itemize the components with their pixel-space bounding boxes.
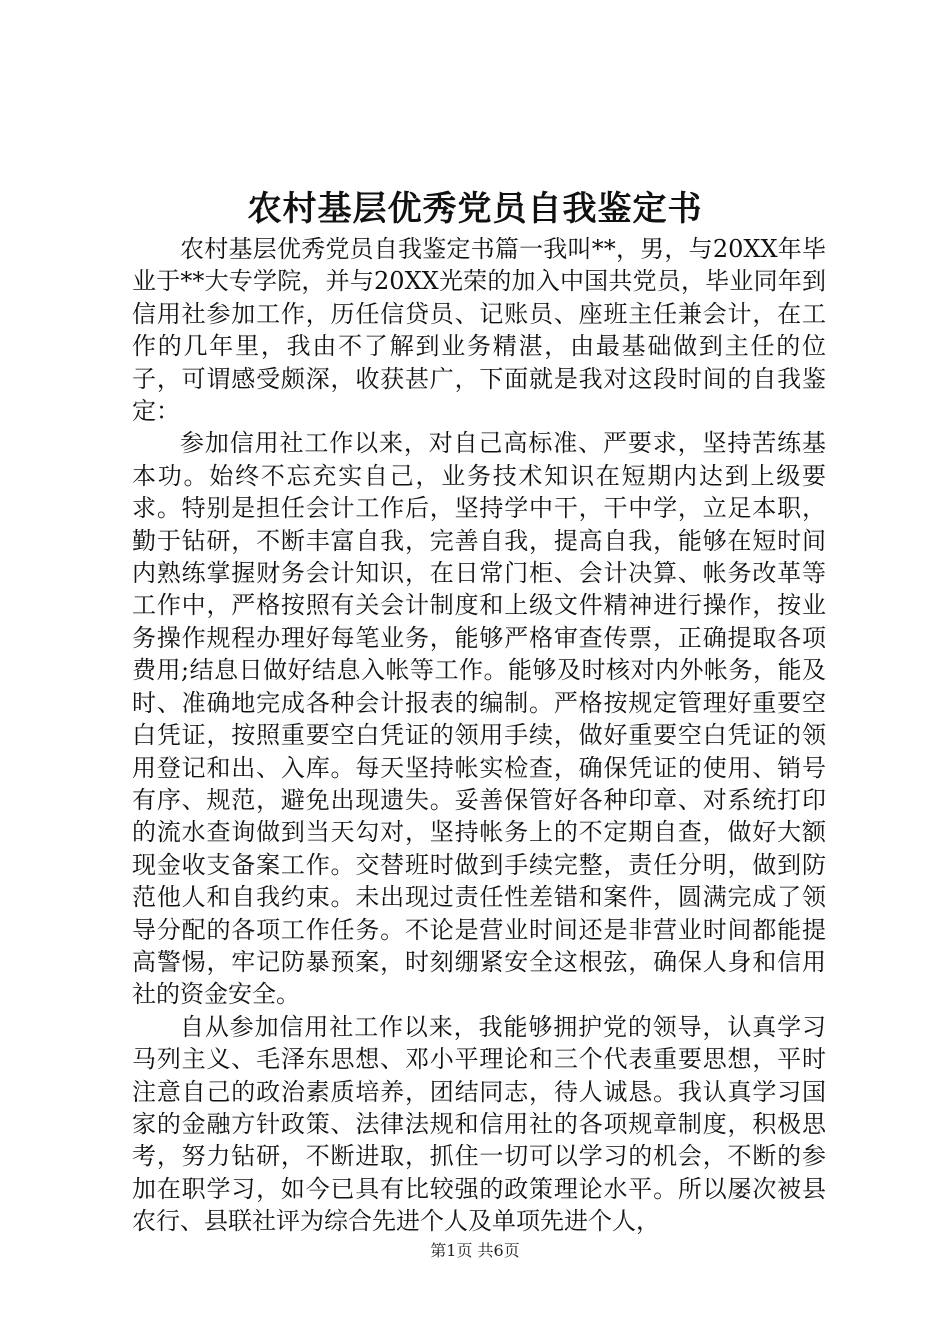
paragraph-3: 自从参加信用社工作以来，我能够拥护党的领导，认真学习马列主义、毛泽东思想、邓小平理论和三个代表重要思想，平时注意自己的政治素质培养，团结同志，待人诚恳。我认真学习国家的金融方针政策、法律法规和信用社的各项规章制度，积极思考，努力钻研，不断进取，抓住一切可以学习的机会，不断的参加在职学习，如今已具有比较强的政策理论水平。所以屡次被县农行、县联社评为综合先进个人及单项先进个人， <box>132 1012 826 1236</box>
document-body <box>132 233 826 1238</box>
document-title: 农村基层优秀党员自我鉴定书 <box>247 189 703 229</box>
page-number-footer: 第1页 共6页 <box>430 1241 520 1260</box>
paragraph-2: 参加信用社工作以来，对自己高标准、严要求，坚持苦练基本功。始终不忘充实自己，业务技术知识在短期内达到上级要求。特别是担任会计工作后，坚持学中干，干中学，立足本职，勤于钻研，不断丰富自我，完善自我，提高自我，能够在短时间内熟练掌握财务会计知识，在日常门柜、会计决算、帐务改革等工作中，严格按照有关会计制度和上级文件精神进行操作，按业务操作规程办理好每笔业务，能够严格审查传票，正确提取各项费用;结息日做好结息入帐等工作。能够及时核对内外帐务，能及时、准确地完成各种会计报表的编制。严格按规定管理好重要空白凭证，按照重要空白凭证的领用手续，做好重要空白凭证的领用登记和出、入库。每天坚持帐实检查，确保凭证的使用、销号有序、规范，避免出现遗失。妥善保管好各种印章、对系统打印的流水查询做到当天勾对，坚持帐务上的不定期自查，做好大额现金收支备案工作。交替班时做到手续完整，责任分明，做到防范他人和自我约束。未出现过责任性差错和案件，圆满完成了领导分配的各项工作任务。不论是营业时间还是非营业时间都能提高警惕，牢记防暴预案，时刻绷紧安全这根弦，确保人身和信用社的资金安全。 <box>132 429 826 1009</box>
paragraph-1: 农村基层优秀党员自我鉴定书篇一我叫**，男，与20XX年毕业于**大专学院，并与20XX光荣的加入中国共党员，毕业同年到信用社参加工作，历任信贷员、记账员、座班主任兼会计，在工作的几年里，我由不了解到业务精湛，由最基础做到主任的位子，可谓感受颇深，收获甚广，下面就是我对这段时间的自我鉴定： <box>132 235 826 426</box>
